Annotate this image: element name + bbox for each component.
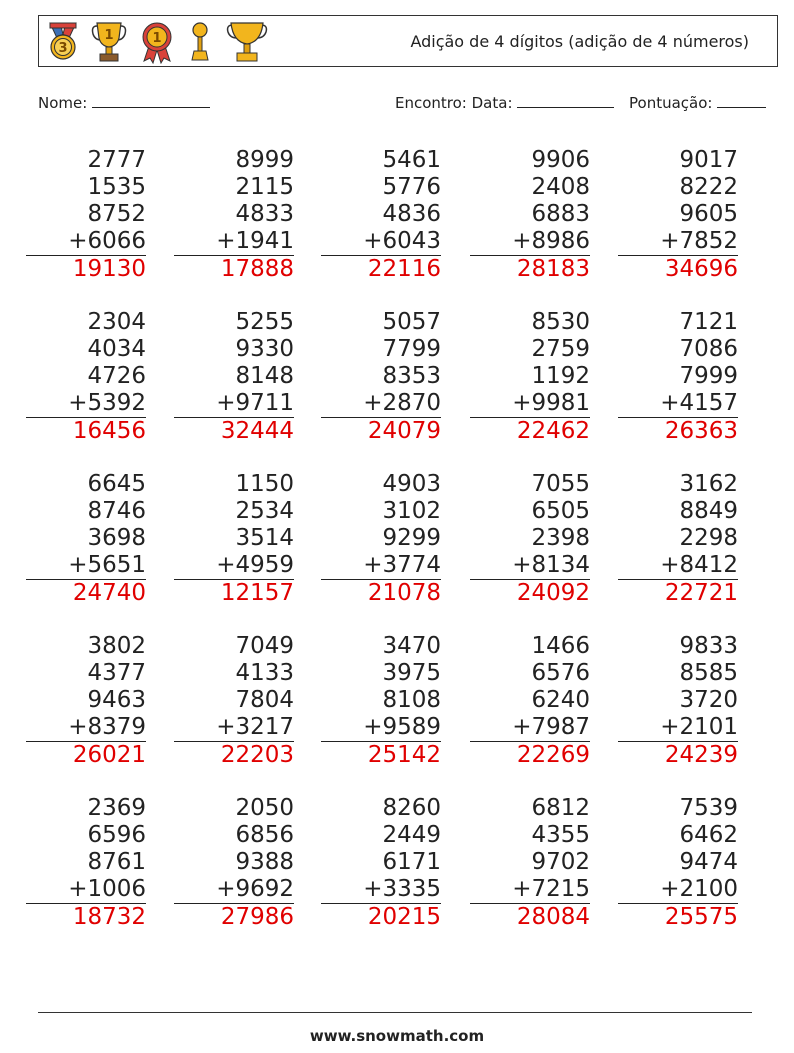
addend: 2398: [531, 525, 590, 551]
addend: 9330: [235, 336, 294, 362]
footer-site: www.snowmath.com: [309, 1027, 485, 1045]
addend: 6576: [531, 660, 590, 686]
answer: 26363: [664, 418, 738, 444]
addend: 1535: [87, 174, 146, 200]
last-addend: +4959: [174, 552, 294, 580]
last-addend: +7852: [618, 228, 738, 256]
addend: 6462: [679, 822, 738, 848]
last-addend: +5651: [26, 552, 146, 580]
addition-problem: [26, 471, 146, 607]
addition-problem: [618, 795, 738, 931]
answer: 24740: [72, 580, 146, 606]
last-addend: +6043: [321, 228, 441, 256]
answer: 22721: [664, 580, 738, 606]
answer: 20215: [367, 904, 441, 930]
addition-problem: [174, 147, 294, 283]
addition-problem: [321, 147, 441, 283]
last-addend: +9589: [321, 714, 441, 742]
rosette-number: 1: [152, 31, 162, 46]
score-label: Pontuação:: [629, 94, 713, 112]
addend: 4836: [382, 201, 441, 227]
addend: 8585: [679, 660, 738, 686]
last-addend: +8412: [618, 552, 738, 580]
addition-problem: [174, 471, 294, 607]
addend: 9463: [87, 687, 146, 713]
answer: 34696: [664, 256, 738, 282]
addend: 8746: [87, 498, 146, 524]
addend: 7799: [382, 336, 441, 362]
addend: 3514: [235, 525, 294, 551]
last-addend: +8986: [470, 228, 590, 256]
addition-problem: [618, 309, 738, 445]
addend: 7086: [679, 336, 738, 362]
last-addend: +5392: [26, 390, 146, 418]
addend: 5057: [382, 309, 441, 335]
answer: 12157: [220, 580, 294, 606]
addition-problem: [618, 471, 738, 607]
answer: 21078: [367, 580, 441, 606]
addend: 7539: [679, 795, 738, 821]
answer: 24079: [367, 418, 441, 444]
answer: 22269: [516, 742, 590, 768]
addend: 3720: [679, 687, 738, 713]
addend: 6505: [531, 498, 590, 524]
addend: 2298: [679, 525, 738, 551]
addition-problem: [321, 633, 441, 769]
addend: 8260: [382, 795, 441, 821]
addend: 8148: [235, 363, 294, 389]
addend: 2777: [87, 147, 146, 173]
addend: 9702: [531, 849, 590, 875]
last-addend: +6066: [26, 228, 146, 256]
addend: 8353: [382, 363, 441, 389]
addend: 2759: [531, 336, 590, 362]
answer: 17888: [220, 256, 294, 282]
addition-problem: [321, 471, 441, 607]
answer: 27986: [220, 904, 294, 930]
addend: 9388: [235, 849, 294, 875]
answer: 22203: [220, 742, 294, 768]
addition-problem: [26, 309, 146, 445]
addend: 3162: [679, 471, 738, 497]
addend: 2534: [235, 498, 294, 524]
answer: 25575: [664, 904, 738, 930]
answer: 18732: [72, 904, 146, 930]
addend: 3975: [382, 660, 441, 686]
addend: 8752: [87, 201, 146, 227]
addition-problem: [26, 633, 146, 769]
addend: 7055: [531, 471, 590, 497]
answer: 24092: [516, 580, 590, 606]
addition-problem: [470, 633, 590, 769]
answer: 26021: [72, 742, 146, 768]
addend: 7121: [679, 309, 738, 335]
answer: 25142: [367, 742, 441, 768]
addition-problem: [321, 795, 441, 931]
addend: 6240: [531, 687, 590, 713]
addend: 6812: [531, 795, 590, 821]
last-addend: +1006: [26, 876, 146, 904]
addition-problem: [470, 795, 590, 931]
addition-problem: [174, 633, 294, 769]
addend: 2304: [87, 309, 146, 335]
addend: 2408: [531, 174, 590, 200]
addend: 3802: [87, 633, 146, 659]
footer-divider: [38, 1012, 752, 1013]
worksheet-title: Adição de 4 dígitos (adição de 4 números): [410, 32, 749, 51]
addend: 8222: [679, 174, 738, 200]
addend: 1192: [531, 363, 590, 389]
addend: 7804: [235, 687, 294, 713]
last-addend: +8379: [26, 714, 146, 742]
addend: 8761: [87, 849, 146, 875]
addend: 2115: [235, 174, 294, 200]
answer: 28183: [516, 256, 590, 282]
addend: 5461: [382, 147, 441, 173]
answer: 19130: [72, 256, 146, 282]
last-addend: +9692: [174, 876, 294, 904]
answer: 28084: [516, 904, 590, 930]
addition-problem: [26, 147, 146, 283]
addend: 4833: [235, 201, 294, 227]
last-addend: +7215: [470, 876, 590, 904]
addend: 2050: [235, 795, 294, 821]
addend: 6856: [235, 822, 294, 848]
addend: 3470: [382, 633, 441, 659]
addition-problem: [26, 795, 146, 931]
addition-problem: [470, 309, 590, 445]
last-addend: +9711: [174, 390, 294, 418]
addition-problem: [618, 147, 738, 283]
addend: 9833: [679, 633, 738, 659]
addend: 9906: [531, 147, 590, 173]
addend: 8999: [235, 147, 294, 173]
addition-problem: [618, 633, 738, 769]
addend: 9299: [382, 525, 441, 551]
addend: 8108: [382, 687, 441, 713]
answer: 32444: [220, 418, 294, 444]
addend: 4903: [382, 471, 441, 497]
addend: 3102: [382, 498, 441, 524]
addend: 1466: [531, 633, 590, 659]
addend: 2449: [382, 822, 441, 848]
last-addend: +3774: [321, 552, 441, 580]
last-addend: +4157: [618, 390, 738, 418]
last-addend: +9981: [470, 390, 590, 418]
last-addend: +3335: [321, 876, 441, 904]
answer: 16456: [72, 418, 146, 444]
addend: 4133: [235, 660, 294, 686]
addend: 9474: [679, 849, 738, 875]
addition-problem: [470, 147, 590, 283]
addition-problem: [174, 309, 294, 445]
last-addend: +1941: [174, 228, 294, 256]
addend: 5776: [382, 174, 441, 200]
medal-number: 3: [58, 41, 68, 56]
addend: 4377: [87, 660, 146, 686]
addend: 7999: [679, 363, 738, 389]
addend: 6596: [87, 822, 146, 848]
last-addend: +7987: [470, 714, 590, 742]
addend: 8849: [679, 498, 738, 524]
addend: 9017: [679, 147, 738, 173]
addend: 1150: [235, 471, 294, 497]
name-label: Nome:: [38, 94, 88, 112]
last-addend: +2100: [618, 876, 738, 904]
addition-problem: [470, 471, 590, 607]
last-addend: +3217: [174, 714, 294, 742]
addend: 4726: [87, 363, 146, 389]
date-label: Encontro: Data:: [395, 94, 513, 112]
addition-problem: [321, 309, 441, 445]
last-addend: +2101: [618, 714, 738, 742]
last-addend: +2870: [321, 390, 441, 418]
addend: 8530: [531, 309, 590, 335]
answer: 22462: [516, 418, 590, 444]
addend: 6171: [382, 849, 441, 875]
addend: 6645: [87, 471, 146, 497]
addend: 9605: [679, 201, 738, 227]
addend: 2369: [87, 795, 146, 821]
addend: 4034: [87, 336, 146, 362]
addition-problem: [174, 795, 294, 931]
answer: 22116: [367, 256, 441, 282]
addend: 4355: [531, 822, 590, 848]
addend: 7049: [235, 633, 294, 659]
addend: 6883: [531, 201, 590, 227]
last-addend: +8134: [470, 552, 590, 580]
answer: 24239: [664, 742, 738, 768]
trophy-number: 1: [104, 28, 114, 43]
addend: 5255: [235, 309, 294, 335]
addend: 3698: [87, 525, 146, 551]
